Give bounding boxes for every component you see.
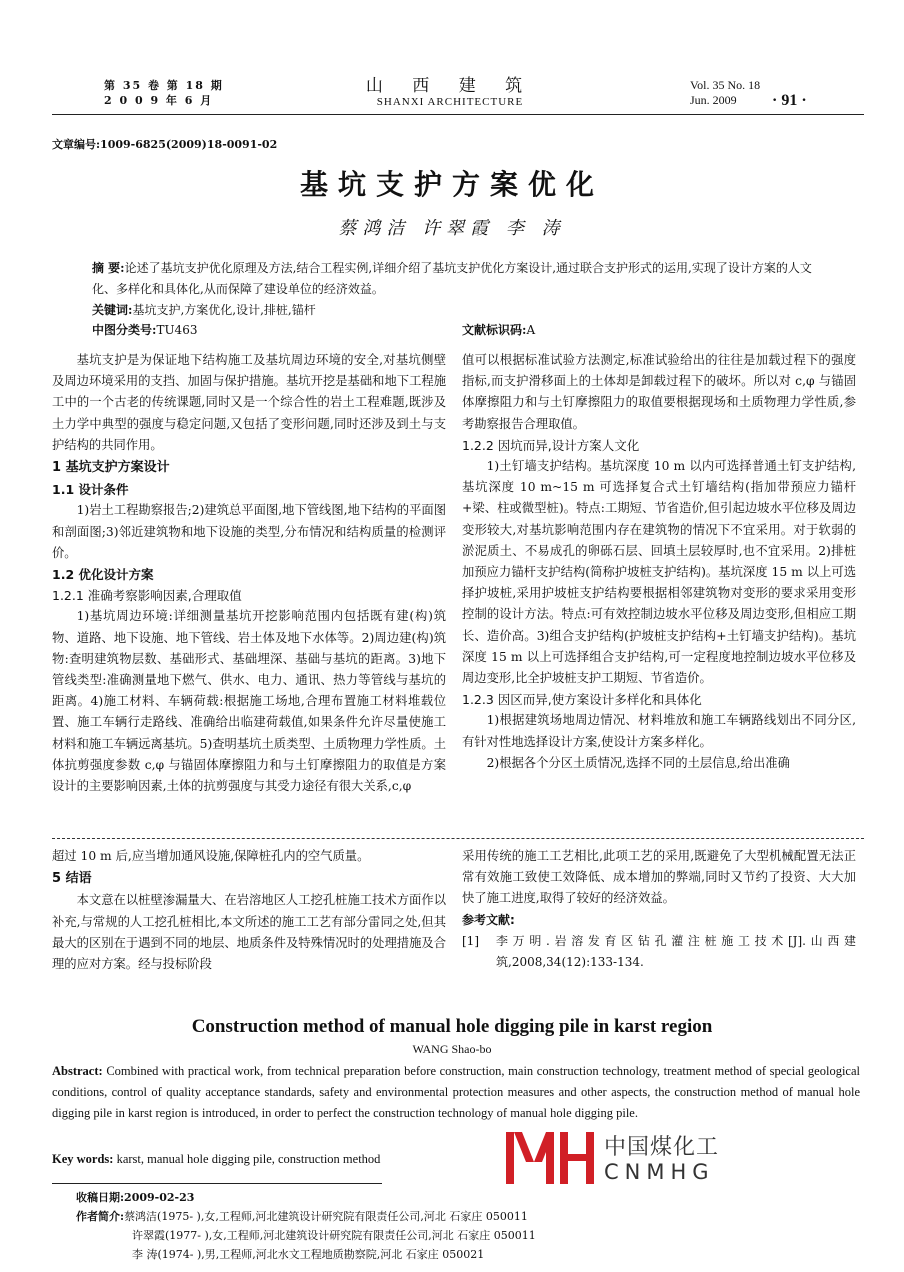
logo-chinese-text: 中国煤化工 (604, 1135, 720, 1160)
body-left-column (52, 350, 446, 797)
english-author: WANG Shao-bo (412, 1042, 492, 1056)
lower-continued-paragraph: 超过 10 m 后,应当增加通风设施,保障桩孔内的空气质量。 (52, 849, 370, 863)
lower-left-column (52, 846, 446, 975)
author-bio-label: 作者简介: (76, 1210, 125, 1223)
english-title: Construction method of manual hole digging pile in karst region (191, 1016, 713, 1037)
intro-paragraph: 基坑支护是为保证地下结构施工及基坑周边环境的安全,对基坑侧壁及周边环境采用的支挡、加固与保护措施。基坑开挖是基础和地下工程施工中的一个古老的传统课题,同时又是一个综合性的岩土工程难题,既涉及土力学中典型的强度与稳定问题,又包括了变形问题,同时还涉及到土与支护结构的共同作用。 (52, 353, 446, 452)
english-abstract (52, 1061, 860, 1124)
header-volume-en (690, 78, 760, 108)
english-keywords-label: Key words: (52, 1152, 114, 1166)
abstract (92, 258, 832, 300)
journal-name (340, 76, 560, 108)
abstract-block (92, 258, 832, 321)
paper-title: 基坑支护方案优化 (299, 168, 604, 201)
english-abstract-label: Abstract: (52, 1064, 103, 1078)
clc-value: TU463 (156, 323, 198, 337)
paragraph-1-2-2: 1)土钉墙支护结构。基坑深度 10 m 以内可选择普通土钉支护结构,基坑深度 10 m~15 m 可选择复合式土钉墙结构(指加带预应力锚杆+梁、柱或微型桩)。特点:工期短、节省造价,但引起边坡水平位移及周边变形较大,对基坑影响范围内存在建筑物的情况下不宜采用。对于软弱的淤泥质土、不易成孔的卵砾石层、回填土层较厚时,也不宜采用。2)排桩加预应力锚杆支护结构(简称护坡桩支护结构)。基坑深度 15 m 以上可选择护坡桩,采用护坡桩支护结构要根据相邻建筑物对变形的要求采用变形控制的设计方法。特点:可有效控制边坡水平位移及周边变形,但相应工期长、造价高。3)组合支护结构(护坡桩支护结构+土钉墙支护结构)。基坑深度 15 m 以上可选择组合支护结构,可一定程度地控制边坡水平位移及周边变形,比全护坡桩支护工期短、节省造价。 (462, 459, 856, 686)
keywords (92, 300, 832, 321)
volume-cn: 第 35 卷 第 18 期 (104, 79, 224, 92)
section-heading-1-2-1: 1.2.1 准确考察影响因素,合理取值 (52, 588, 242, 604)
clc-label: 中图分类号: (92, 323, 157, 337)
mh-logo-icon (504, 1128, 600, 1188)
section-heading-1: 1 基坑支护方案设计 (52, 460, 170, 476)
section-heading-1-2: 1.2 优化设计方案 (52, 567, 154, 583)
paragraph-1-2-3-b: 2)根据各个分区土质情况,选择不同的土层信息,给出准确 (486, 755, 790, 770)
reference-number: [1] (462, 933, 479, 948)
abstract-label: 摘 要: (92, 261, 125, 275)
lower-right-column (462, 846, 856, 973)
journal-name-cn: 山 西 建 筑 (365, 76, 535, 96)
page-section-divider (52, 838, 864, 839)
cnmhg-watermark-logo (504, 1128, 724, 1188)
author-bio-1-text: 蔡鸿洁(1975- ),女,工程师,河北建筑设计研究院有限责任公司,河北 石家庄 050011 (124, 1210, 528, 1223)
paper-authors: 蔡鸿洁 许翠霞 李 涛 (338, 218, 566, 239)
footnotes (76, 1188, 796, 1264)
page-number: · 91 · (772, 92, 807, 109)
conclusion-paragraph: 本文意在以桩壁渗漏量大、在岩溶地区人工挖孔桩施工技术方面作以补充,与常规的人工挖孔桩相比,本文所述的施工工艺有部分雷同之处,但其最大的区别在于遇到不同的地层、地质条件及特殊情况时的处理措施及合理的应对方案。经与投标阶段 (52, 893, 446, 972)
references-heading: 参考文献: (462, 912, 515, 927)
received-date: 收稿日期:2009-02-23 (76, 1191, 195, 1204)
english-keywords-text: karst, manual hole digging pile, construction method (116, 1152, 381, 1166)
paragraph-1-2-3-a: 1)根据建筑场地周边情况、材料堆放和施工车辆路线划出不同分区,有针对性地选择设计方案,使设计方案多样化。 (462, 713, 856, 749)
article-number: 文章编号:1009-6825(2009)18-0091-02 (52, 138, 278, 151)
section-heading-1-2-3: 1.2.3 因区而异,使方案设计多样化和具体化 (462, 692, 702, 708)
section-heading-1-1: 1.1 设计条件 (52, 482, 129, 498)
clc-number (92, 321, 197, 338)
volume-en: Vol. 35 No. 18 (690, 78, 761, 92)
reference-item (462, 931, 856, 973)
section-heading-5: 5 结语 (52, 871, 92, 887)
date-en: Jun. 2009 (690, 93, 737, 107)
section-heading-1-2-2: 1.2.2 因坑而异,设计方案人文化 (462, 437, 640, 453)
abstract-text: 论述了基坑支护优化原理及方法,结合工程实例,详细介绍了基坑支护优化方案设计,通过联合支护形式的运用,实现了设计方案的人文化、多样化和具体化,从而保障了建设单位的经济效益。 (92, 261, 812, 296)
date-cn: 2 0 0 9 年 6 月 (104, 94, 214, 107)
paragraph-1-2-1: 1)基坑周边环境:详细测量基坑开挖影响范围内包括既有建(构)筑物、道路、地下设施、地下管线、岩土体及地下水体等。2)周边建(构)筑物:查明建筑物层数、基础形式、基础埋深、基础与基坑的距离。3)地下管线类型:准确测量地下燃气、供水、电力、通讯、热力等管线与基坑的距离。4)施工材料、车辆荷载:根据施工场地,合理布置施工材料堆载位置、施工车辆行走路线、准确给出临建荷载值,如果条件允许尽量使施工材料和施工车辆远离基坑。5)查明基坑土质类型、土质物理力学性质。土体抗剪强度参数 c,φ 与锚固体摩擦阻力和与土钉摩擦阻力的取值是方案设计的主要影响因素,土体的抗剪强度与其受力途径有很大关系,c,φ (52, 609, 446, 794)
author-bio-3: 李 涛(1974- ),男,工程师,河北水文工程地质勘察院,河北 石家庄 050021 (132, 1248, 485, 1261)
header-volume-cn (104, 78, 224, 108)
journal-name-en: SHANXI ARCHITECTURE (376, 96, 524, 108)
body-right-column (462, 350, 856, 774)
paragraph-1-1: 1)岩土工程勘察报告;2)建筑总平面图,地下管线图,地下结构的平面图和剖面图;3)邻近建筑物和地下设施的类型,分布情况和结构质量的检测评价。 (52, 503, 446, 560)
english-keywords (52, 1152, 380, 1167)
footnote-rule (52, 1183, 382, 1184)
author-bio-2: 许翠霞(1977- ),女,工程师,河北建筑设计研究院有限责任公司,河北 石家庄 050011 (132, 1229, 536, 1242)
document-code (462, 321, 535, 338)
keywords-text: 基坑支护,方案优化,设计,排桩,锚杆 (132, 303, 316, 317)
header-rule (52, 114, 864, 115)
continued-paragraph: 值可以根据标准试验方法测定,标准试验给出的往往是加载过程下的强度指标,而支护滑移面上的土体却是卸载过程下的破坏。所以对 c,φ 与锚固体摩擦阻力和与土钉摩擦阻力的取值要根据现场和土质物理力学性质,参考勘察报告合理取值。 (462, 353, 856, 431)
reference-text: 李万明.岩溶发育区钻孔灌注桩施工技术[J].山西建筑,2008,34(12):133-134. (496, 933, 856, 969)
lower-right-paragraph: 采用传统的施工工艺相比,此项工艺的采用,既避免了大型机械配置无法正常有效施工致使工效降低、成本增加的弊端,同时又节约了投资、大大加快了施工进度,取得了较好的经济效益。 (462, 849, 856, 906)
english-abstract-text: Combined with practical work, from technical preparation before construction, main construction technology, treatment method of special geological conditions, control of quality acceptance standards, safety and environmental protection measures and other aspects, the construction method of manual hole digging pile in karst region is introduced, in order to perfect the construction technology of manual hole digging pile. (52, 1064, 860, 1120)
keywords-label: 关键词: (92, 303, 133, 317)
doc-code-label: 文献标识码: (462, 323, 527, 337)
logo-english-text: CNMHG (604, 1160, 715, 1184)
doc-code-value: A (526, 323, 536, 337)
author-bio-1 (76, 1207, 796, 1226)
